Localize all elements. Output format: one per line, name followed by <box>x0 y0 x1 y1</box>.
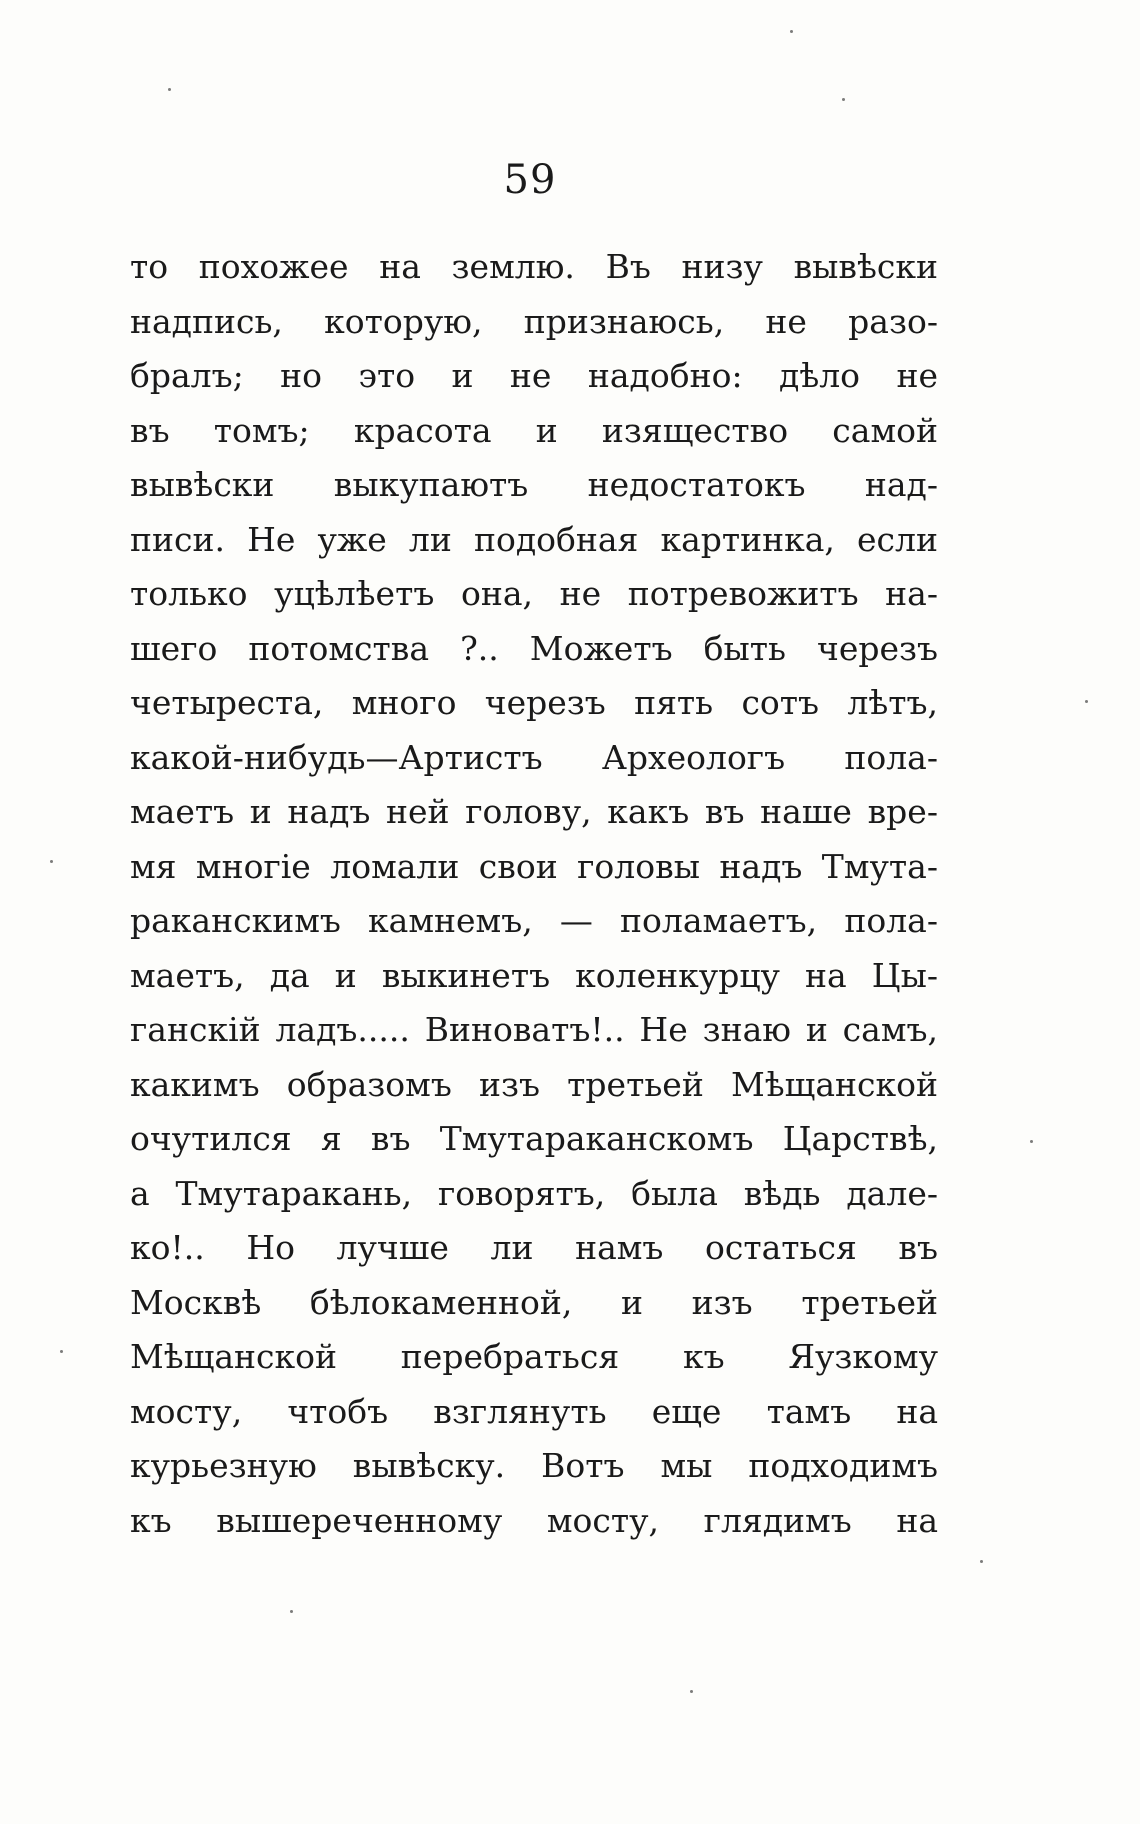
scan-speck <box>60 1350 63 1353</box>
text-line: Мѣщанской перебраться къ Яузкому <box>130 1337 938 1376</box>
text-line: а Тмутаракань, говорятъ, была вѣдь дале- <box>130 1173 938 1213</box>
text-line: очутился я въ Тмутараканскомъ Царствѣ, <box>130 1119 938 1158</box>
text-line: ко!.. Но лучше ли намъ остаться въ <box>130 1228 938 1267</box>
scan-speck <box>1085 700 1088 703</box>
text-line: маетъ и надъ ней голову, какъ въ наше вре- <box>130 792 938 831</box>
text-line: надпись, которую, признаюсь, не разо- <box>130 301 938 341</box>
text-line: бралъ; но это и не надобно: дѣло не <box>130 356 938 395</box>
scan-speck <box>690 1690 693 1693</box>
text-line: Москвѣ бѣлокаменной, и изъ третьей <box>130 1282 938 1322</box>
text-line: четыреста, много черезъ пять сотъ лѣтъ, <box>130 683 938 722</box>
text-line: мосту, чтобъ взглянуть еще тамъ на <box>130 1391 938 1431</box>
text-line: маетъ, да и выкинетъ коленкурцу на Цы- <box>130 955 938 995</box>
scan-speck <box>290 1610 293 1613</box>
text-line: къ вышереченному мосту, глядимъ на <box>130 1500 938 1540</box>
scan-speck <box>842 98 845 101</box>
text-line: вывѣски выкупаютъ недостатокъ над- <box>130 465 938 504</box>
text-line: писи. Не уже ли подобная картинка, если <box>130 519 938 559</box>
text-line: въ томъ; красота и изящество самой <box>130 410 938 450</box>
scan-speck <box>168 88 171 91</box>
scan-speck <box>1030 1140 1033 1143</box>
scan-speck <box>980 1560 983 1563</box>
page-number: 59 <box>503 157 557 203</box>
text-line: раканскимъ камнемъ, — поламаетъ, пола- <box>130 901 938 940</box>
scan-speck <box>790 30 793 33</box>
scan-speck <box>50 860 53 863</box>
text-line: то похожее на землю. Въ низу вывѣски <box>130 247 938 286</box>
body-text <box>130 240 938 1548</box>
text-line: какой-нибудь—Артистъ Археологъ пола- <box>130 737 938 777</box>
text-line: мя многіе ломали свои головы надъ Тмута- <box>130 846 938 886</box>
text-line: только уцѣлѣетъ она, не потревожитъ на- <box>130 574 938 613</box>
text-line: шего потомства ?.. Можетъ быть черезъ <box>130 628 938 668</box>
text-line: ганскій ладъ..... Виноватъ!.. Не знаю и самъ, <box>130 1010 938 1049</box>
text-line: курьезную вывѣску. Вотъ мы подходимъ <box>130 1446 938 1485</box>
text-line: какимъ образомъ изъ третьей Мѣщанской <box>130 1064 938 1104</box>
